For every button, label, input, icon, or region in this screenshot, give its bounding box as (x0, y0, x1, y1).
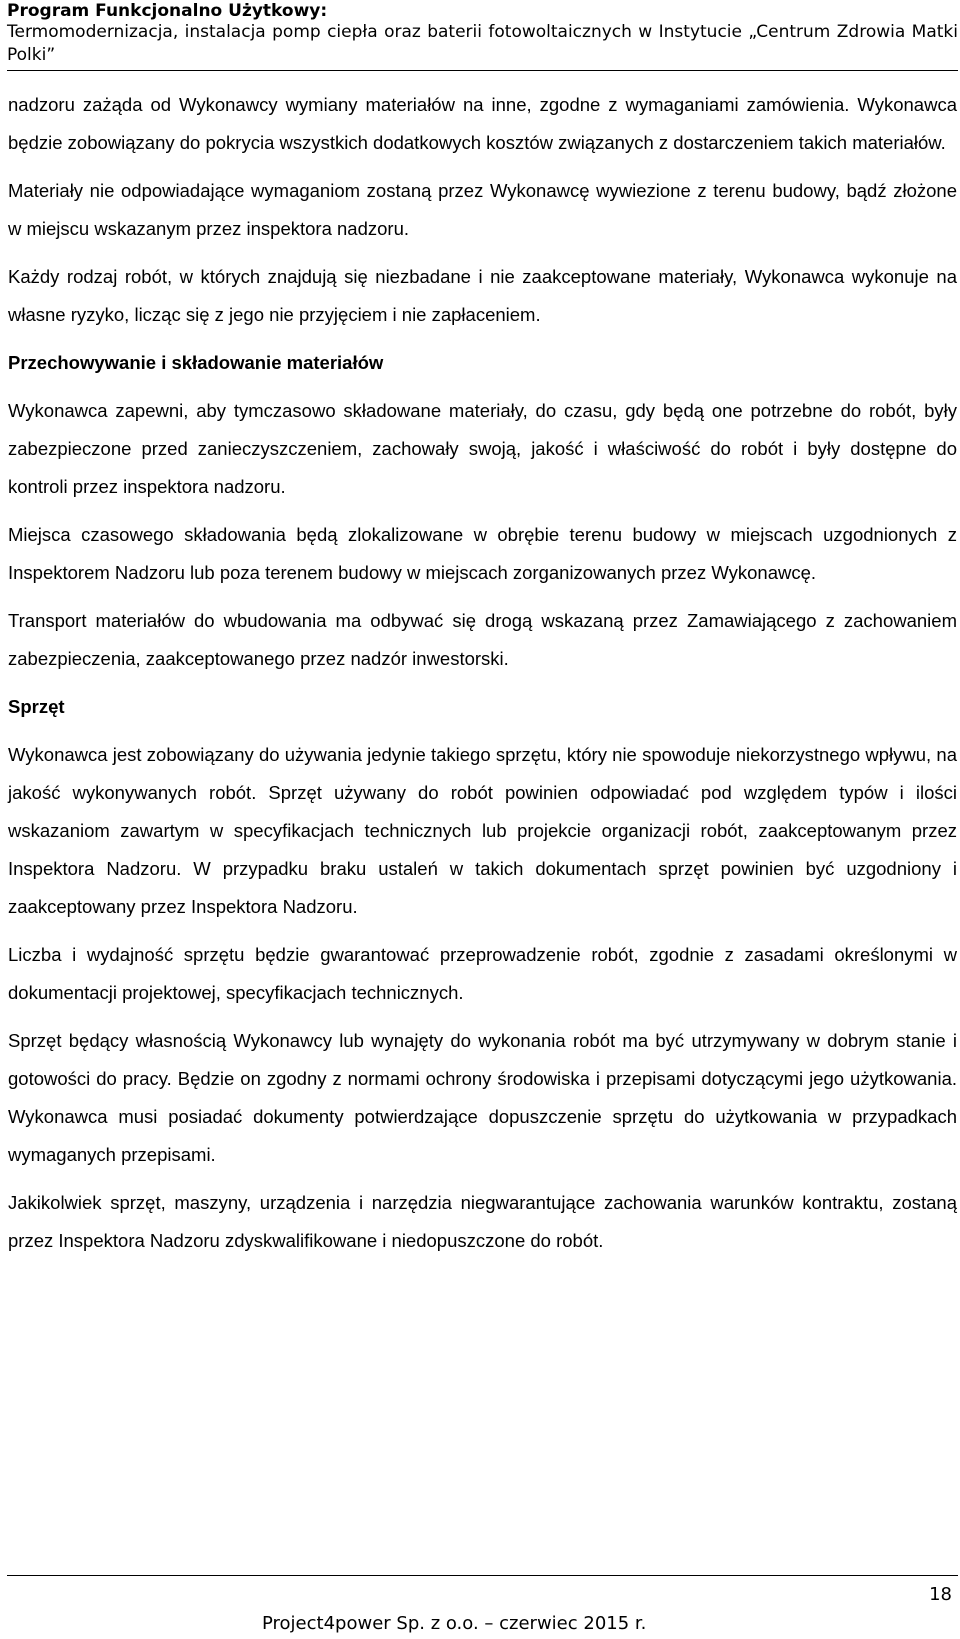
header-subtitle: Termomodernizacja, instalacja pomp ciepła oraz baterii fotowoltaicznych w Instytucie „Centrum Zdrowia Matki Polki” (7, 22, 958, 65)
paragraph-unverified-materials-risk: Każdy rodzaj robót, w których znajdują się niezbadane i nie zaakceptowane materiały, Wykonawca wykonuje na własne ryzyko, licząc się z jego nie przyjęciem i nie zapłaceniem. (8, 266, 957, 325)
paragraph-equipment-condition: Sprzęt będący własnością Wykonawcy lub wynajęty do wykonania robót ma być utrzymywany w dobrym stanie i gotowości do pracy. Będzie on zgodny z normami ochrony środowiska i przepisami dotyczącymi jego użytkowania. Wykonawca musi posiadać dokumenty potwierdzające dopuszczenie sprzętu do użytkowania w przypadkach wymaganych przepisami. (8, 1030, 957, 1165)
paragraph-temporary-storage: Wykonawca zapewni, aby tymczasowo składowane materiały, do czasu, gdy będą one potrzebne do robót, były zabezpieczone przed zanieczyszczeniem, zachowały swoją, jakość i właściwość do robót i były dostępne do kontroli przez inspektora nadzoru. (8, 400, 957, 497)
header-title: Program Funkcjonalno Użytkowy: (7, 1, 328, 21)
paragraph-equipment-capacity: Liczba i wydajność sprzętu będzie gwarantować przeprowadzenie robót, zgodnie z zasadami określonymi w dokumentacji projektowej, specyfikacjach technicznych. (8, 944, 957, 1003)
paragraph-equipment-requirements: Wykonawca jest zobowiązany do używania jedynie takiego sprzętu, który nie spowoduje niekorzystnego wpływu, na jakość wykonywanych robót. Sprzęt używany do robót powinien odpowiadać pod względem typów i ilości wskazaniom zawartym w specyfikacjach technicznych lub projekcie organizacji robót, zaakceptowanym przez Inspektora Nadzoru. W przypadku braku ustaleń w takich dokumentach sprzęt powinien być uzgodniony i zaakceptowany przez Inspektora Nadzoru. (8, 744, 957, 917)
section-heading-equipment: Sprzęt (8, 696, 65, 717)
page-number: 18 (929, 1584, 952, 1605)
section-heading-storage: Przechowywanie i składowanie materiałów (8, 352, 384, 373)
header-divider (7, 70, 958, 71)
paragraph-noncompliant-materials: Materiały nie odpowiadające wymaganiom zostaną przez Wykonawcę wywiezione z terenu budowy, bądź złożone w miejscu wskazanym przez inspektora nadzoru. (8, 180, 957, 239)
paragraph-material-replacement: nadzoru zażąda od Wykonawcy wymiany materiałów na inne, zgodne z wymaganiami zamówienia. Wykonawca będzie zobowiązany do pokrycia wszystkich dodatkowych kosztów związanych z dostarczeniem takich materiałów. (8, 94, 957, 153)
footer-divider (7, 1575, 958, 1576)
document-body (8, 86, 957, 1270)
page-header (7, 0, 958, 67)
paragraph-equipment-disqualification: Jakikolwiek sprzęt, maszyny, urządzenia i narzędzia niegwarantujące zachowania warunków kontraktu, zostaną przez Inspektora Nadzoru zdyskwalifikowane i niedopuszczone do robót. (8, 1192, 957, 1251)
paragraph-material-transport: Transport materiałów do wbudowania ma odbywać się drogą wskazaną przez Zamawiającego z zachowaniem zabezpieczenia, zaakceptowanego przez nadzór inwestorski. (8, 610, 957, 669)
footer-company-date: Project4power Sp. z o.o. – czerwiec 2015 r. (262, 1613, 647, 1634)
paragraph-storage-locations: Miejsca czasowego składowania będą zlokalizowane w obrębie terenu budowy w miejscach uzgodnionych z Inspektorem Nadzoru lub poza terenem budowy w miejscach zorganizowanych przez Wykonawcę. (8, 524, 957, 583)
